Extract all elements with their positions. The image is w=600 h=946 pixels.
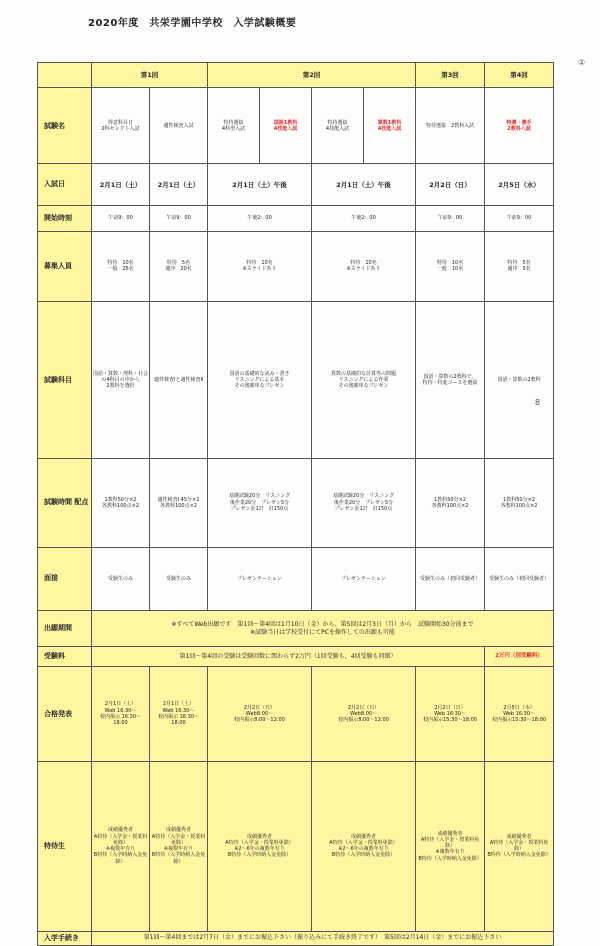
interview-row bbox=[38, 547, 554, 611]
period-line-1: ※すべてWeb出願です 第1回～第4回は1月10日（金）から、第5回は2月3日（月）から 試験開始30分前まで bbox=[171, 621, 474, 628]
type-2a: 特待選抜 4科型入試 bbox=[208, 88, 260, 164]
quota-3: 特待 10名 一般 10名 bbox=[416, 232, 485, 302]
label-start: 開始時刻 bbox=[38, 206, 92, 232]
label-quota: 募集人員 bbox=[38, 232, 92, 302]
interview-1b: 受験生のみ bbox=[150, 547, 208, 611]
subject-2a: 国語の基礎的な読み・書き リスニングによる基本 その後簡単なプレゼン bbox=[208, 301, 312, 458]
special-3: 成績優秀者 A特待（入学金・授業料免除） ※複数年有り B特待（入学時納入金免除） bbox=[416, 761, 485, 931]
date-2b: 2月1日（土）午後 bbox=[312, 164, 416, 206]
fee-row bbox=[38, 647, 554, 667]
quota-4: 特待 5名 適序 5名 bbox=[485, 232, 554, 302]
result-1a: 2月1日（土） Web 16:30～ 校内掲示 16:30～18:00 bbox=[92, 667, 150, 762]
label-result: 合格発表 bbox=[38, 667, 92, 762]
type-1b: 適性検査入試 bbox=[150, 88, 208, 164]
result-row bbox=[38, 667, 554, 762]
special-2a: 成績優秀者 A特待（入学金・授業料免除） ※2～6年の複数年有り B特待（入学時納入金免除） bbox=[208, 761, 312, 931]
quota-2b: 特待 10名 ※スライドあり bbox=[312, 232, 416, 302]
start-4: 午前9：00 bbox=[485, 206, 554, 232]
label-date: 入試日 bbox=[38, 164, 92, 206]
interview-3: 受験生のみ（初回受験者） bbox=[416, 547, 485, 611]
date-2a: 2月1日（土）午後 bbox=[208, 164, 312, 206]
start-3: 午前9：00 bbox=[416, 206, 485, 232]
date-1a: 2月1日（土） bbox=[92, 164, 150, 206]
interview-2b: プレゼンテーション bbox=[312, 547, 416, 611]
time-1a: 1教科50分×2 各教科100点×2 bbox=[92, 459, 150, 548]
type-row bbox=[38, 88, 554, 164]
label-fee: 受験料 bbox=[38, 647, 92, 667]
interview-1a: 受験生のみ bbox=[92, 547, 150, 611]
date-4: 2月5日（水） bbox=[485, 164, 554, 206]
special-2b: 成績優秀者 A特待（入学金・授業料免除） ※2～6年の複数年有り B特待（入学時納入金免除） bbox=[312, 761, 416, 931]
start-2a: 午後2：00 bbox=[208, 206, 312, 232]
label-period: 出願期間 bbox=[38, 611, 92, 647]
result-4: 2月5日（水） Web 16:30～ 校内掲示15:30～18:00 bbox=[485, 667, 554, 762]
start-row bbox=[38, 206, 554, 232]
proc-cell: 第1回～第4回までは2月7日（金）までにお振込下さい（振り込みにて手続き終了です） 第5回は2月14日（金）までにお振込下さい bbox=[92, 931, 554, 945]
type-2d: 算数1教科 4技能入試 bbox=[364, 88, 416, 164]
special-4: 成績優秀者 A特待（入学金・授業料免除） B特待（入学時納入金免除） bbox=[485, 761, 554, 931]
quota-1b: 特待 5名 適序 20名 bbox=[150, 232, 208, 302]
time-row bbox=[38, 459, 554, 548]
label-type: 試験名 bbox=[38, 88, 92, 164]
page-title: 2020年度 共栄学園中学校 入学試験概要 bbox=[88, 18, 297, 29]
time-2b: 基礎試験20分 リスニング 後作業20分 プレゼン5分 プレゼン計1計 計150点 bbox=[312, 459, 416, 548]
start-2b: 午後2：00 bbox=[312, 206, 416, 232]
quota-2a: 特待 10名 ※スライドあり bbox=[208, 232, 312, 302]
quota-1a: 特待 10名 一般 25名 bbox=[92, 232, 150, 302]
subject-2b: 算数の基礎的な計算等の問題 リスニングによる作業 その後簡単なプレゼン bbox=[312, 301, 416, 458]
time-4: 1教科50分×2 各教科100点×2 bbox=[485, 459, 554, 548]
special-1b: 成績優秀者 A特待（入学金・授業料免除） ※複数年有り B特待（入学時納入金免除） bbox=[150, 761, 208, 931]
interview-4: 受験生のみ（初回受験者） bbox=[485, 547, 554, 611]
period-row bbox=[38, 611, 554, 647]
corner-mark: ② bbox=[578, 58, 586, 67]
date-3: 2月2日（日） bbox=[416, 164, 485, 206]
page-number: 8 bbox=[535, 398, 541, 407]
start-1b: 午前9：00 bbox=[150, 206, 208, 232]
result-3: 2月2日（日） Web 16:30～ 校内掲示15:30～18:00 bbox=[416, 667, 485, 762]
result-2b: 2月2日（日） Web8:00～ 校内掲示8:00～12:00 bbox=[312, 667, 416, 762]
time-2a: 基礎試験20分 リスニング 後作業20分 プレゼン5分 プレゼン計1計 計150点 bbox=[208, 459, 312, 548]
label-subject: 試験科目 bbox=[38, 301, 92, 458]
round-1: 第1回 bbox=[92, 63, 208, 88]
special-1a: 成績優秀者 A特待（入学金・授業料免除） ※複数年有り B特待（入学時納入金免除） bbox=[92, 761, 150, 931]
result-1b: 2月1日（土） Web 16:30～ 校内掲示 16:30～18:00 bbox=[150, 667, 208, 762]
date-row bbox=[38, 164, 554, 206]
subject-row bbox=[38, 301, 554, 458]
interview-2a: プレゼンテーション bbox=[208, 547, 312, 611]
type-3: 特待選抜 2教科入試 bbox=[416, 88, 485, 164]
type-2c: 特待選抜 4技能入試 bbox=[312, 88, 364, 164]
subject-3: 国語・算数の2教科で、 特待・特進コースを選抜 bbox=[416, 301, 485, 458]
exam-table bbox=[37, 62, 554, 946]
fee-r5: 2万円（別受験料） bbox=[485, 647, 554, 667]
type-2b: 国語1教科 4技能入試 bbox=[260, 88, 312, 164]
start-1a: 午前9：00 bbox=[92, 206, 150, 232]
special-row bbox=[38, 761, 554, 931]
quota-row bbox=[38, 232, 554, 302]
subject-1b: 適性検査Ⅰと適性検査Ⅱ bbox=[150, 301, 208, 458]
type-4: 特選・選手 2教科入試 bbox=[485, 88, 554, 164]
round-2: 第2回 bbox=[208, 63, 416, 88]
round-3: 第3回 bbox=[416, 63, 485, 88]
corner-cell bbox=[38, 63, 92, 88]
time-1b: 適性検査Ⅰ 45分×2 各教科100点×2 bbox=[150, 459, 208, 548]
subject-4: 国語・算数の2教科 bbox=[485, 301, 554, 458]
subject-1a: 国語・算数・理科・社会 の4科目の中から 2教科を選択 bbox=[92, 301, 150, 458]
time-3: 1教科50分×2 各教科100点×2 bbox=[416, 459, 485, 548]
period-line-2: ※試験当日は学校受付にてPCを操作しての出願も可能 bbox=[250, 628, 395, 636]
label-special: 特待生 bbox=[38, 761, 92, 931]
type-1a: 得意科目日 2科セレクト入試 bbox=[101, 119, 140, 132]
proc-row bbox=[38, 931, 554, 945]
round-4: 第4回 bbox=[485, 63, 554, 88]
period-cell bbox=[92, 611, 554, 647]
fee-main: 第1回～第4回の受験は受験回数に関わらず2万円（1回受験も、4回受験も同額） bbox=[92, 647, 485, 667]
result-2a: 2月2日（日） Web8:00～ 校内掲示8:00～12:00 bbox=[208, 667, 312, 762]
round-header-row bbox=[38, 63, 554, 88]
type-cell bbox=[92, 88, 150, 164]
label-proc: 入学手続き bbox=[38, 931, 92, 945]
date-1b: 2月1日（土） bbox=[150, 164, 208, 206]
label-time: 試験時間 配点 bbox=[38, 459, 92, 548]
label-interview: 面接 bbox=[38, 547, 92, 611]
